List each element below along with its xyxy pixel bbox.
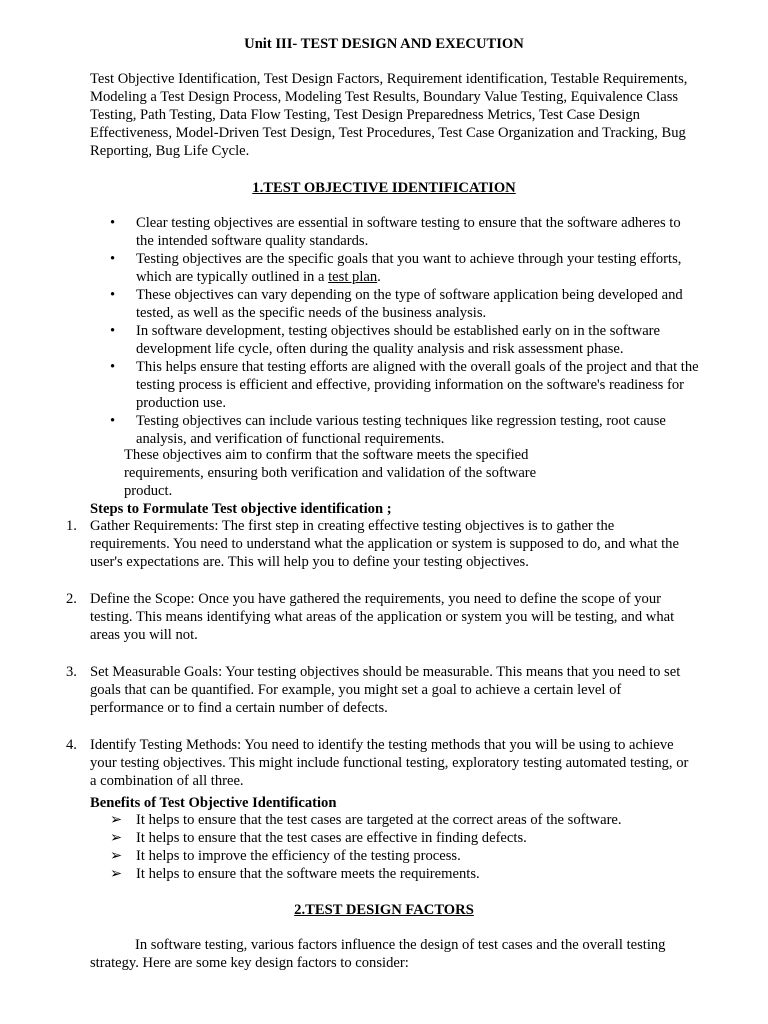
list-item: 3. Set Measurable Goals: Your testing objectives should be measurable. This means that you need to set goals that can be quantified. For example, you might set a goal to achieve a certain level of performance or to find a certain number of defects.	[66, 664, 681, 716]
section-1-heading: 1.TEST OBJECTIVE IDENTIFICATION	[252, 180, 516, 196]
benefits-heading: Benefits of Test Objective Identification	[90, 795, 337, 811]
benefits-list	[110, 811, 710, 883]
arrow-bullet-icon: ➢	[110, 848, 123, 864]
topics-paragraph: Test Objective Identification, Test Design Factors, Requirement identification, Testable Requirements, Modeling a Test Design Process, Modeling Test Results, Boundary Value Testing, Equivalence Class Testing, Path Testing, Data Flow Testing, Test Design Preparedness Metrics, Test Case Design Effectiveness, Model-Driven Test Design, Test Procedures, Test Case Organization and Tracking, Bug Reporting, Bug Life Cycle.	[90, 71, 688, 159]
bullet-icon: •	[110, 215, 116, 231]
design-factors-paragraph: In software testing, various factors influence the design of test cases and the overall testing strategy. Here are some key design factors to consider:	[90, 937, 666, 971]
list-item: 2. Define the Scope: Once you have gathered the requirements, you need to define the scope of your testing. This means identifying what areas of the application or system you will be testing, and what areas you will not.	[66, 591, 675, 643]
bullet-icon: •	[110, 251, 116, 267]
page-title: Unit III- TEST DESIGN AND EXECUTION	[244, 36, 524, 52]
step-number: 1.	[66, 518, 77, 534]
bullet-icon: •	[110, 413, 116, 429]
arrow-bullet-icon: ➢	[110, 866, 123, 882]
step-number: 3.	[66, 664, 77, 680]
list-item: ➢ It helps to ensure that the software meets the requirements.	[110, 866, 480, 882]
test-plan-link[interactable]: test plan	[328, 269, 378, 285]
step-number: 2.	[66, 591, 77, 607]
list-item: • Testing objectives are the specific goals that you want to achieve through your testing efforts, which are typically outlined in a test plan.	[110, 251, 682, 285]
steps-heading: Steps to Formulate Test objective identification ;	[90, 501, 392, 517]
objectives-note: These objectives aim to confirm that the software meets the specified requirements, ensuring both verification and validation of the software product.	[124, 447, 537, 499]
list-item: 1. Gather Requirements: The first step in creating effective testing objectives is to gather the requirements. You need to understand what the application or system is supposed to do, and what the user's expectations are. This will help you to define your testing objectives.	[66, 518, 679, 570]
list-item: • These objectives can vary depending on the type of software application being developed and tested, as well as the specific needs of the business analysis.	[110, 287, 683, 321]
arrow-bullet-icon: ➢	[110, 830, 123, 846]
list-item: • Clear testing objectives are essential in software testing to ensure that the software adheres to the intended software quality standards.	[110, 215, 681, 249]
objective-bullet-list	[110, 214, 700, 448]
list-item: ➢ It helps to ensure that the test cases are targeted at the correct areas of the software.	[110, 812, 622, 828]
list-item: ➢ It helps to improve the efficiency of the testing process.	[110, 848, 461, 864]
list-item: 4. Identify Testing Methods: You need to identify the testing methods that you will be using to achieve your testing objectives. This might include functional testing, exploratory testing automated testing, or a combination of all three.	[66, 737, 689, 789]
section-2-heading: 2.TEST DESIGN FACTORS	[294, 902, 474, 918]
arrow-bullet-icon: ➢	[110, 812, 123, 828]
list-item: • Testing objectives can include various testing techniques like regression testing, root cause analysis, and verification of functional requirements.	[110, 413, 666, 447]
bullet-icon: •	[110, 359, 116, 375]
step-number: 4.	[66, 737, 77, 753]
list-item: ➢ It helps to ensure that the test cases are effective in finding defects.	[110, 830, 527, 846]
list-item: • In software development, testing objectives should be established early on in the software development life cycle, often during the quality analysis and risk assessment phase.	[110, 323, 661, 357]
bullet-icon: •	[110, 287, 116, 303]
steps-list	[66, 517, 696, 809]
bullet-icon: •	[110, 323, 116, 339]
list-item: • This helps ensure that testing efforts are aligned with the overall goals of the project and that the testing process is efficient and effective, providing information on the software's readiness for production use.	[110, 359, 699, 411]
